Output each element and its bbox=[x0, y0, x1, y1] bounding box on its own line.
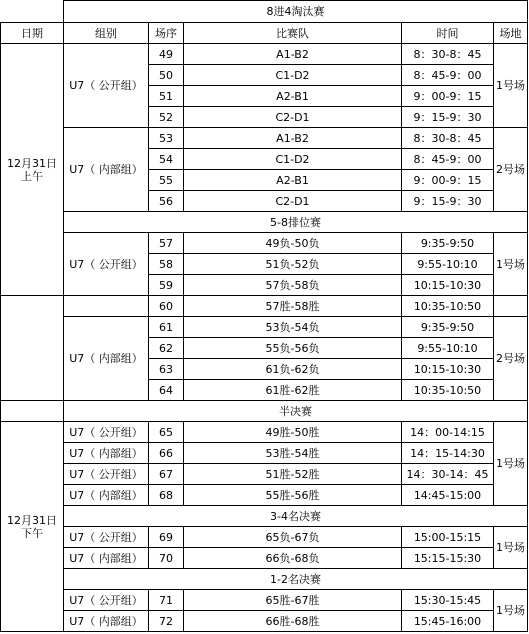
group-blank bbox=[64, 296, 149, 317]
section-title-third: 3-4名决赛 bbox=[64, 506, 528, 527]
match-time: 8：30-8：45 bbox=[402, 128, 494, 149]
match-order: 61 bbox=[149, 317, 184, 338]
group-cell: U7（ 公开组） bbox=[64, 527, 149, 548]
venue-cell: 1号场 bbox=[494, 233, 528, 296]
match-time: 9：15-9：30 bbox=[402, 107, 494, 128]
match-teams: C1-D2 bbox=[184, 149, 402, 170]
match-teams: 53胜-54胜 bbox=[184, 443, 402, 464]
match-order: 56 bbox=[149, 191, 184, 212]
match-teams: 57胜-58胜 bbox=[184, 296, 402, 317]
match-teams: 65负-67负 bbox=[184, 527, 402, 548]
group-cell: U7（ 内部组） bbox=[64, 128, 149, 212]
match-teams: 49胜-50胜 bbox=[184, 422, 402, 443]
group-cell: U7（ 公开组） bbox=[64, 233, 149, 296]
section-title-final: 1-2名决赛 bbox=[64, 569, 528, 590]
group-cell: U7（ 内部组） bbox=[64, 548, 149, 569]
match-order: 72 bbox=[149, 611, 184, 632]
match-order: 68 bbox=[149, 485, 184, 506]
group-cell: U7（ 内部组） bbox=[64, 317, 149, 401]
match-order: 49 bbox=[149, 44, 184, 65]
match-teams: 65胜-67胜 bbox=[184, 590, 402, 611]
section-title-quarter: 8进4淘汰赛 bbox=[64, 1, 528, 23]
match-order: 71 bbox=[149, 590, 184, 611]
match-time: 8：45-9：00 bbox=[402, 149, 494, 170]
match-teams: 61胜-62胜 bbox=[184, 380, 402, 401]
match-teams: C1-D2 bbox=[184, 65, 402, 86]
group-cell: U7（ 内部组） bbox=[64, 485, 149, 506]
group-cell: U7（ 公开组） bbox=[64, 464, 149, 485]
match-order: 54 bbox=[149, 149, 184, 170]
match-time: 14：00-14:15 bbox=[402, 422, 494, 443]
date-blank bbox=[1, 296, 64, 401]
header-time: 时间 bbox=[402, 23, 494, 44]
match-teams: C2-D1 bbox=[184, 191, 402, 212]
match-teams: 51胜-52胜 bbox=[184, 464, 402, 485]
match-order: 57 bbox=[149, 233, 184, 254]
match-time: 15:45-16:00 bbox=[402, 611, 494, 632]
match-teams: 61负-62负 bbox=[184, 359, 402, 380]
match-time: 10:15-10:30 bbox=[402, 359, 494, 380]
match-order: 70 bbox=[149, 548, 184, 569]
venue-blank bbox=[494, 296, 528, 317]
match-order: 59 bbox=[149, 275, 184, 296]
match-time: 15:00-15:15 bbox=[402, 527, 494, 548]
match-time: 14：15-14:30 bbox=[402, 443, 494, 464]
match-teams: 66胜-68胜 bbox=[184, 611, 402, 632]
section-title-placement: 5-8排位赛 bbox=[64, 212, 528, 233]
match-time: 9：15-9：30 bbox=[402, 191, 494, 212]
match-teams: A2-B1 bbox=[184, 170, 402, 191]
match-time: 9:35-9:50 bbox=[402, 317, 494, 338]
match-order: 65 bbox=[149, 422, 184, 443]
match-teams: 49负-50负 bbox=[184, 233, 402, 254]
match-order: 55 bbox=[149, 170, 184, 191]
match-time: 9：00-9：15 bbox=[402, 170, 494, 191]
group-cell: U7（ 公开组） bbox=[64, 422, 149, 443]
match-teams: 66负-68负 bbox=[184, 548, 402, 569]
match-time: 9：00-9：15 bbox=[402, 86, 494, 107]
match-order: 64 bbox=[149, 380, 184, 401]
match-order: 69 bbox=[149, 527, 184, 548]
header-group: 组别 bbox=[64, 23, 149, 44]
group-cell: U7（ 公开组） bbox=[64, 590, 149, 611]
match-teams: A2-B1 bbox=[184, 86, 402, 107]
match-time: 14:45-15:00 bbox=[402, 485, 494, 506]
match-teams: C2-D1 bbox=[184, 107, 402, 128]
date-morning: 12月31日 上午 bbox=[1, 44, 64, 296]
match-order: 50 bbox=[149, 65, 184, 86]
corner-cell bbox=[1, 1, 64, 23]
match-time: 8：30-8：45 bbox=[402, 44, 494, 65]
match-teams: 57负-58负 bbox=[184, 275, 402, 296]
venue-cell: 2号场 bbox=[494, 128, 528, 212]
match-time: 10:35-10:50 bbox=[402, 296, 494, 317]
match-order: 63 bbox=[149, 359, 184, 380]
header-order: 场序 bbox=[149, 23, 184, 44]
section-title-semi: 半决赛 bbox=[64, 401, 528, 422]
date-blank bbox=[1, 401, 64, 422]
match-time: 10:15-10:30 bbox=[402, 275, 494, 296]
match-time: 15:30-15:45 bbox=[402, 590, 494, 611]
match-teams: 55胜-56胜 bbox=[184, 485, 402, 506]
match-teams: 55负-56负 bbox=[184, 338, 402, 359]
match-order: 66 bbox=[149, 443, 184, 464]
match-time: 8：45-9：00 bbox=[402, 65, 494, 86]
date-afternoon: 12月31日 下午 bbox=[1, 422, 64, 632]
match-time: 9:55-10:10 bbox=[402, 254, 494, 275]
match-order: 62 bbox=[149, 338, 184, 359]
match-time: 15:15-15:30 bbox=[402, 548, 494, 569]
match-order: 58 bbox=[149, 254, 184, 275]
match-time: 14：30-14：45 bbox=[402, 464, 494, 485]
group-cell: U7（ 内部组） bbox=[64, 443, 149, 464]
header-venue: 场地 bbox=[494, 23, 528, 44]
match-order: 51 bbox=[149, 86, 184, 107]
venue-cell: 2号场 bbox=[494, 317, 528, 401]
group-cell: U7（ 公开组） bbox=[64, 44, 149, 128]
match-teams: A1-B2 bbox=[184, 44, 402, 65]
venue-cell: 1号场 bbox=[494, 527, 528, 569]
match-time: 10:35-10:50 bbox=[402, 380, 494, 401]
match-order: 53 bbox=[149, 128, 184, 149]
match-order: 52 bbox=[149, 107, 184, 128]
match-time: 9:55-10:10 bbox=[402, 338, 494, 359]
header-date: 日期 bbox=[1, 23, 64, 44]
venue-cell: 1号场 bbox=[494, 422, 528, 506]
match-time: 9:35-9:50 bbox=[402, 233, 494, 254]
match-order: 67 bbox=[149, 464, 184, 485]
venue-cell: 1号场 bbox=[494, 590, 528, 632]
header-match: 比赛队 bbox=[184, 23, 402, 44]
match-teams: 51负-52负 bbox=[184, 254, 402, 275]
match-teams: A1-B2 bbox=[184, 128, 402, 149]
venue-cell: 1号场 bbox=[494, 44, 528, 128]
group-cell: U7（ 内部组） bbox=[64, 611, 149, 632]
match-teams: 53负-54负 bbox=[184, 317, 402, 338]
match-order: 60 bbox=[149, 296, 184, 317]
